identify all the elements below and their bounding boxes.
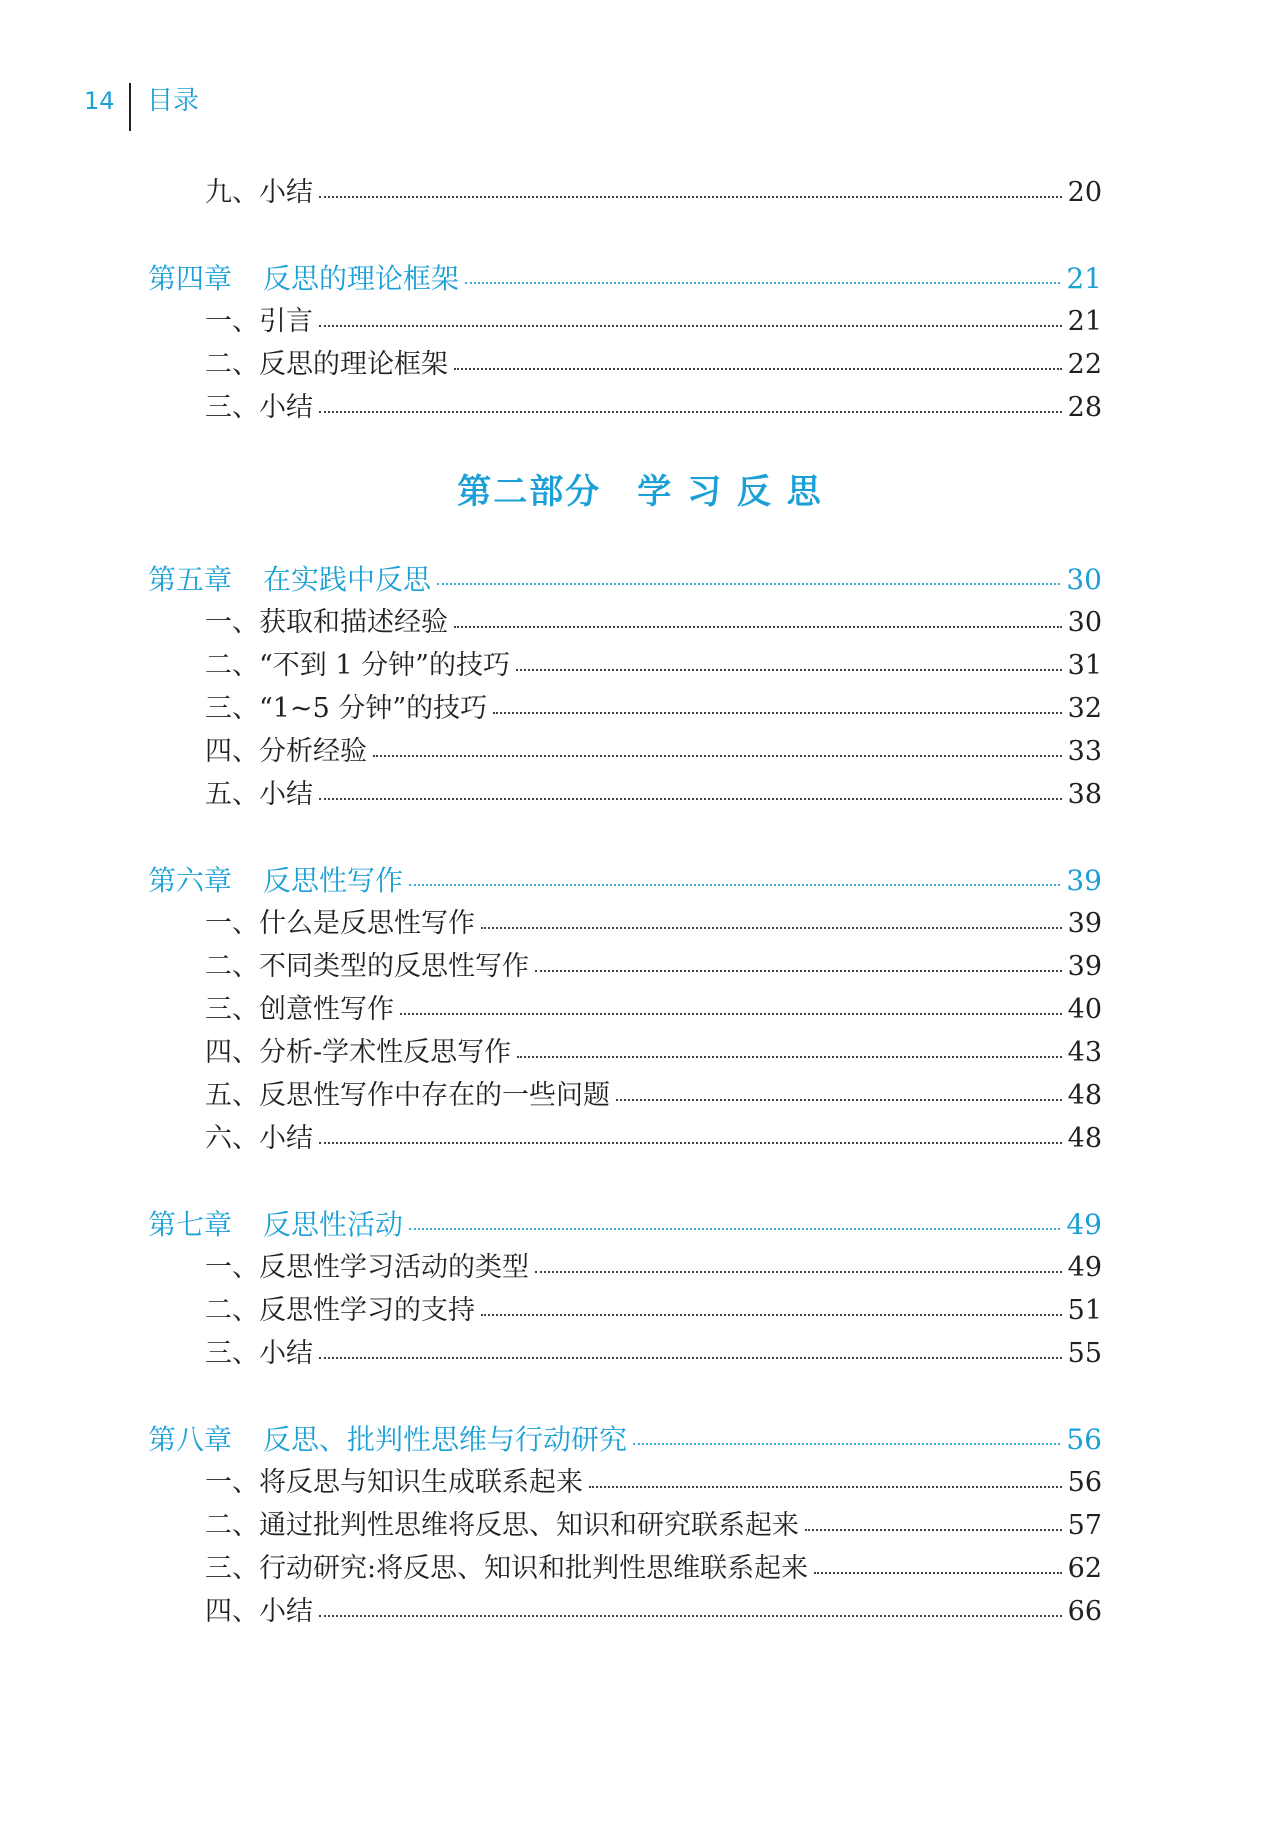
toc-entry[interactable] (205, 1292, 1102, 1330)
toc-entry[interactable] (205, 776, 1102, 814)
toc-entry-label: 二、通过批判性思维将反思、知识和研究联系起来 (205, 1510, 799, 1541)
toc-entry-page: 22 (1067, 349, 1102, 380)
dot-leader (805, 1529, 1062, 1531)
toc-entry-label: 二、反思的理论框架 (205, 349, 448, 380)
toc-entry[interactable] (205, 948, 1102, 986)
toc-entry[interactable] (205, 1593, 1102, 1631)
toc-entry[interactable] (205, 1507, 1102, 1545)
toc-entry-page: 43 (1067, 1037, 1102, 1068)
toc-entry[interactable] (205, 1077, 1102, 1115)
toc-entry-label: 一、引言 (205, 306, 313, 337)
toc-entry[interactable] (205, 604, 1102, 642)
toc-entry-page: 39 (1067, 951, 1102, 982)
toc-entry-page: 62 (1067, 1553, 1102, 1584)
toc-entry-label: 六、小结 (205, 1123, 313, 1154)
toc-chapter[interactable] (148, 1206, 1102, 1244)
toc-entry-label: 一、将反思与知识生成联系起来 (205, 1467, 583, 1498)
toc-entry-label: 一、什么是反思性写作 (205, 908, 475, 939)
toc-entry[interactable] (205, 1464, 1102, 1502)
dot-leader (437, 583, 1060, 585)
toc-entry[interactable] (205, 905, 1102, 943)
toc-entry-label: 三、行动研究:将反思、知识和批判性思维联系起来 (205, 1553, 809, 1584)
toc-entry-label: 四、分析-学术性反思写作 (205, 1037, 512, 1068)
toc-entry-page: 20 (1067, 177, 1102, 208)
toc-chapter-label: 第五章 在实践中反思 (148, 563, 432, 596)
toc-entry-label: 五、反思性写作中存在的一些问题 (205, 1080, 610, 1111)
dot-leader (589, 1486, 1062, 1488)
toc-entry[interactable] (205, 647, 1102, 685)
dot-leader (319, 325, 1062, 327)
dot-leader (319, 1142, 1062, 1144)
toc-chapter-page: 30 (1066, 563, 1102, 596)
dot-leader (535, 970, 1062, 972)
dot-leader (517, 1056, 1062, 1058)
dot-leader (454, 368, 1062, 370)
dot-leader (400, 1013, 1062, 1015)
toc-chapter[interactable] (148, 862, 1102, 900)
toc-entry-page: 57 (1067, 1510, 1102, 1541)
toc-chapter-label: 第四章 反思的理论框架 (148, 262, 460, 295)
toc-chapter-label: 第七章 反思性活动 (148, 1208, 404, 1241)
toc-chapter-page: 39 (1066, 864, 1102, 897)
dot-leader (481, 927, 1062, 929)
toc-entry[interactable] (205, 1335, 1102, 1373)
toc-entry-page: 30 (1067, 607, 1102, 638)
dot-leader (319, 1615, 1062, 1617)
toc-entry-label: 二、不同类型的反思性写作 (205, 951, 529, 982)
toc-entry-page: 55 (1067, 1338, 1102, 1369)
toc-entry-page: 49 (1067, 1252, 1102, 1283)
toc-entry-page: 38 (1067, 779, 1102, 810)
toc-chapter-page: 56 (1066, 1423, 1102, 1456)
toc-chapter[interactable] (148, 260, 1102, 298)
toc-entry[interactable] (205, 1034, 1102, 1072)
toc-entry-page: 66 (1067, 1596, 1102, 1627)
toc-entry[interactable] (205, 991, 1102, 1029)
toc-entry[interactable] (205, 303, 1102, 341)
toc-chapter-label: 第八章 反思、批判性思维与行动研究 (148, 1423, 628, 1456)
toc-chapter-page: 49 (1066, 1208, 1102, 1241)
toc-entry-page: 28 (1067, 392, 1102, 423)
dot-leader (633, 1443, 1060, 1445)
toc-entry-label: 三、小结 (205, 392, 313, 423)
toc-chapter[interactable] (148, 561, 1102, 599)
toc-chapter-label: 第六章 反思性写作 (148, 864, 404, 897)
toc-entry-page: 56 (1067, 1467, 1102, 1498)
toc-entry-page: 48 (1067, 1080, 1102, 1111)
toc-entry-page: 40 (1067, 994, 1102, 1025)
toc-entry-page: 39 (1067, 908, 1102, 939)
dot-leader (814, 1572, 1062, 1574)
dot-leader (454, 626, 1062, 628)
toc-entry-page: 21 (1067, 306, 1102, 337)
toc-entry-page: 32 (1067, 693, 1102, 724)
dot-leader (319, 1357, 1062, 1359)
dot-leader (516, 669, 1062, 671)
toc-entry-page: 33 (1067, 736, 1102, 767)
toc-entry[interactable] (205, 346, 1102, 384)
toc-entry-label: 一、反思性学习活动的类型 (205, 1252, 529, 1283)
toc-entry-label: 九、小结 (205, 177, 313, 208)
toc-entry[interactable] (205, 1120, 1102, 1158)
toc-entry-page: 48 (1067, 1123, 1102, 1154)
dot-leader (319, 798, 1062, 800)
toc-entry-label: 一、获取和描述经验 (205, 607, 448, 638)
toc-entry[interactable] (205, 690, 1102, 728)
toc-entry-label: 二、反思性学习的支持 (205, 1295, 475, 1326)
toc-entry-label: 三、小结 (205, 1338, 313, 1369)
part-name: 学 习 反 思 (637, 472, 823, 512)
dot-leader (493, 712, 1061, 714)
toc-entry-page: 51 (1067, 1295, 1102, 1326)
dot-leader (481, 1314, 1062, 1316)
dot-leader (465, 282, 1060, 284)
toc-entry-label: 四、小结 (205, 1596, 313, 1627)
toc-chapter[interactable] (148, 1421, 1102, 1459)
part-number: 第二部分 (457, 472, 602, 512)
dot-leader (409, 1228, 1060, 1230)
dot-leader (319, 196, 1062, 198)
dot-leader (319, 411, 1062, 413)
dot-leader (373, 755, 1062, 757)
toc-entry[interactable] (205, 389, 1102, 427)
toc-entry[interactable] (205, 1249, 1102, 1287)
toc-entry-label: 四、分析经验 (205, 736, 367, 767)
toc-entry[interactable] (205, 733, 1102, 771)
toc-entry-label: 三、“1~5 分钟”的技巧 (205, 693, 488, 724)
dot-leader (409, 884, 1060, 886)
toc-entry-page: 31 (1067, 650, 1102, 681)
page-number: 14 (84, 87, 115, 115)
section-name: 目录 (147, 86, 200, 116)
dot-leader (535, 1271, 1062, 1273)
toc-entry-label: 三、创意性写作 (205, 994, 394, 1025)
toc-entry[interactable] (205, 1550, 1102, 1588)
toc-chapter-page: 21 (1066, 262, 1102, 295)
part-title (0, 470, 1280, 514)
toc-entry[interactable] (205, 174, 1102, 212)
toc-entry-label: 五、小结 (205, 779, 313, 810)
dot-leader (616, 1099, 1062, 1101)
toc-entry-label: 二、“不到 1 分钟”的技巧 (205, 650, 510, 681)
